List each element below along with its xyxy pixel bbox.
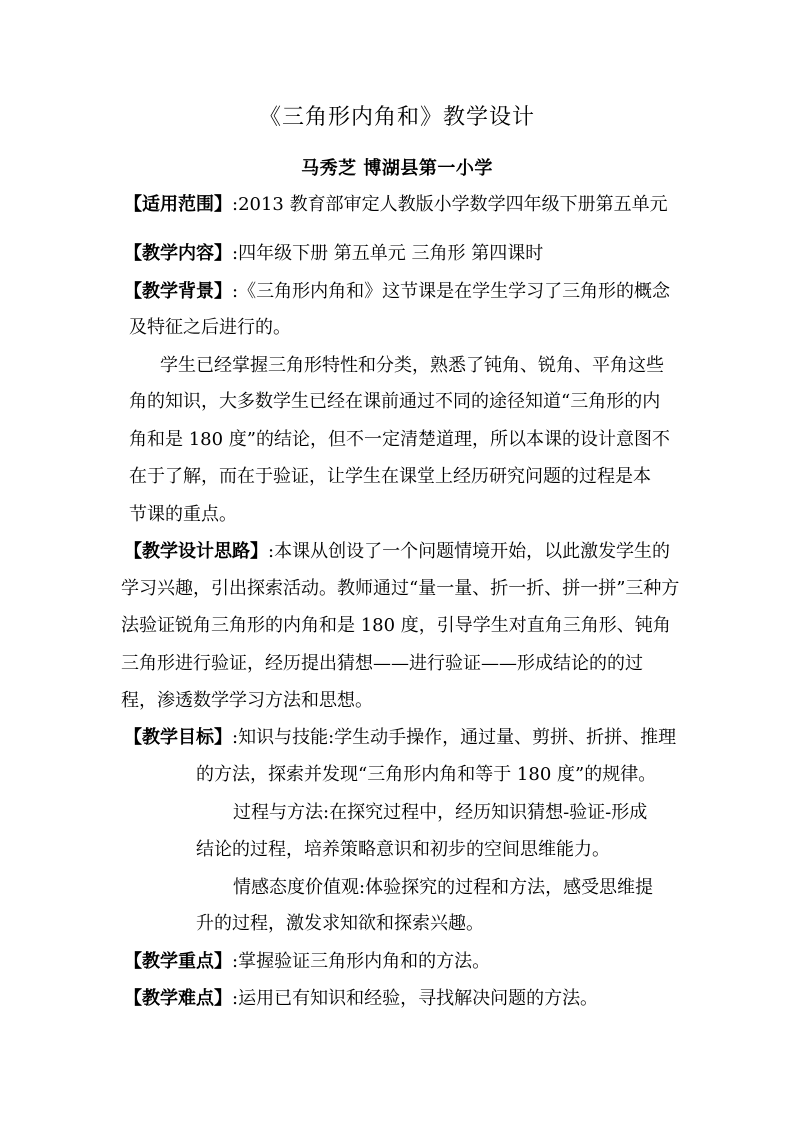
scope-row — [124, 194, 668, 216]
design-text: :本课从创设了一个问题情境开始，以此激发学生的 — [268, 541, 671, 562]
goals-line-2: 的方法，探索并发现“三角形内角和等于 180 度”的规律。 — [196, 764, 657, 785]
goals-line-5: 情感态度价值观:体验探究的过程和方法，感受思维提 — [233, 877, 654, 898]
scope-text: :2013 教育部审定人教版小学数学四年级下册第五单元 — [232, 194, 668, 215]
author-line: 马秀芝 博湖县第一小学 — [301, 158, 493, 179]
background-para2-line: 在于了解，而在于验证，让学生在课堂上经历研究问题的过程是本 — [129, 466, 651, 487]
key-text: :掌握验证三角形内角和的方法。 — [232, 951, 491, 972]
background-para2-line: 角的知识，大多数学生已经在课前通过不同的途径知道“三角形的内 — [129, 391, 661, 412]
goals-line-6: 升的过程，激发求知欲和探索兴趣。 — [196, 913, 484, 934]
key-row — [124, 951, 490, 973]
content-row — [124, 243, 543, 265]
background-label: 【教学背景】 — [124, 281, 232, 302]
difficulty-row — [124, 988, 598, 1010]
document-title: 《三角形内角和》教学设计 — [258, 105, 535, 130]
background-para2-line: 节课的重点。 — [129, 504, 237, 525]
scope-label: 【适用范围】 — [124, 194, 232, 215]
goals-text: :知识与技能:学生动手操作，通过量、剪拼、折拼、推理 — [232, 727, 677, 748]
content-label: 【教学内容】 — [124, 243, 232, 264]
design-line: 三角形进行验证，经历提出猜想——进行验证——形成结论的的过 — [121, 653, 643, 674]
design-line: 学习兴趣，引出探索活动。教师通过“量一量、折一折、拼一拼”三种方 — [121, 578, 680, 599]
design-line: 法验证锐角三角形的内角和是 180 度，引导学生对直角三角形、钝角 — [121, 615, 671, 636]
background-text: :《三角形内角和》这节课是在学生学习了三角形的概念 — [232, 281, 671, 302]
goals-line-3: 过程与方法:在探究过程中，经历知识猜想-验证-形成 — [233, 802, 648, 823]
content-text: :四年级下册 第五单元 三角形 第四课时 — [232, 243, 544, 264]
goals-label: 【教学目标】 — [124, 727, 232, 748]
goals-row — [124, 727, 676, 749]
design-row — [124, 541, 670, 563]
key-label: 【教学重点】 — [124, 951, 232, 972]
difficulty-label: 【教学难点】 — [124, 988, 232, 1009]
difficulty-text: :运用已有知识和经验，寻找解决问题的方法。 — [232, 988, 599, 1009]
design-label: 【教学设计思路】 — [124, 541, 268, 562]
background-para2-line: 学生已经掌握三角形特性和分类，熟悉了钝角、锐角、平角这些 — [160, 355, 664, 376]
background-line-2: 及特征之后进行的。 — [129, 317, 291, 338]
background-row — [124, 281, 670, 303]
design-line: 程，渗透数学学习方法和思想。 — [121, 690, 373, 711]
goals-line-4: 结论的过程，培养策略意识和初步的空间思维能力。 — [196, 839, 610, 860]
background-para2-line: 角和是 180 度”的结论，但不一定清楚道理，所以本课的设计意图不 — [129, 429, 670, 450]
